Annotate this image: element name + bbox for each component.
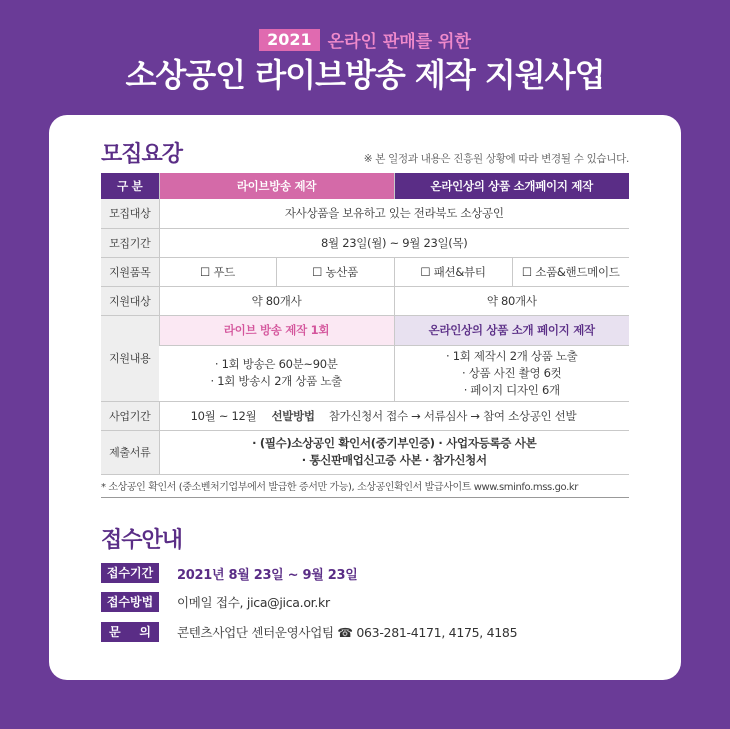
apply-title: 접수안내	[101, 528, 183, 553]
table-row	[101, 257, 629, 286]
notice-text: ※ 본 일정과 내용은 진흥원 상황에 따라 변경될 수 있습니다.	[363, 153, 629, 165]
content-line: · 상품 사진 촬영 6컷	[462, 365, 562, 380]
content-live-lines	[159, 345, 394, 401]
contact-tag-a: 문	[109, 625, 121, 639]
method-value: 참가신청서 접수 → 서류심사 → 참여 소상공인 선발	[328, 408, 577, 423]
docs-cell	[159, 430, 629, 474]
docs-line: · (필수)소상공인 확인서(중기부인증) · 사업자등록증 사본	[252, 436, 537, 450]
subtitle-row	[0, 27, 730, 52]
method-label: 선발방법	[271, 408, 315, 423]
content-card	[49, 115, 681, 680]
header-live: 라이브방송 제작	[159, 173, 394, 199]
row-label: 사업기간	[101, 401, 159, 430]
schedule-cell	[159, 401, 629, 430]
table-row	[101, 401, 629, 430]
contact-value: 콘텐츠사업단 센터운영사업팀 ☎ 063-281-4171, 4175, 4185	[177, 625, 518, 640]
contact-row	[101, 622, 517, 642]
header	[0, 0, 730, 115]
period-value: 8월 23일(월) ~ 9월 23일(목)	[159, 228, 629, 257]
content-sub-live: 라이브 방송 제작 1회	[159, 315, 394, 345]
row-label: 모집기간	[101, 228, 159, 257]
schedule-value: 10월 ~ 12월	[190, 408, 257, 423]
content-sub-page: 온라인상의 상품 소개 페이지 제작	[394, 315, 629, 345]
table-row	[101, 315, 629, 345]
content-line: · 페이지 디자인 6개	[463, 382, 560, 397]
page-title: 소상공인 라이브방송 제작 지원사업	[125, 56, 605, 94]
recruit-title: 모집요강	[101, 142, 183, 167]
period-tag: 접수기간	[101, 563, 159, 583]
content-page-lines	[394, 345, 629, 401]
table-row	[101, 286, 629, 315]
header-label: 구 분	[101, 173, 159, 199]
row-label: 지원대상	[101, 286, 159, 315]
contact-tag-b: 의	[139, 625, 151, 639]
apply-period-row	[101, 563, 357, 583]
item-food: ☐ 푸드	[159, 257, 276, 286]
apply-method: 이메일 접수, jica@jica.or.kr	[177, 595, 330, 610]
subtitle: 온라인 판매를 위한	[327, 32, 471, 52]
content-line: · 1회 방송시 2개 상품 노출	[210, 374, 342, 388]
contact-tag	[101, 622, 159, 642]
table-row	[101, 430, 629, 474]
apply-period: 2021년 8월 23일 ~ 9월 23일	[177, 567, 358, 583]
table-row	[101, 199, 629, 228]
footnote: * 소상공인 확인서 (중소벤처기업부에서 발급한 증서만 가능), 소상공인확인서 발급사이트 www.sminfo.mss.go.kr	[101, 482, 578, 493]
table-header-row	[101, 173, 629, 199]
row-label: 지원내용	[101, 315, 159, 401]
header-page: 온라인상의 상품 소개페이지 제작	[394, 173, 629, 199]
target-value: 자사상품을 보유하고 있는 전라북도 소상공인	[159, 199, 629, 228]
item-fashion: ☐ 패션&뷰티	[394, 257, 512, 286]
docs-line: · 통신판매업신고증 사본 · 참가신청서	[301, 453, 487, 467]
row-label: 모집대상	[101, 199, 159, 228]
apply-method-row	[101, 592, 330, 612]
recruit-table	[101, 173, 629, 475]
method-tag: 접수방법	[101, 592, 159, 612]
item-agri: ☐ 농산품	[276, 257, 394, 286]
item-goods: ☐ 소품&핸드메이드	[512, 257, 629, 286]
year-badge: 2021	[259, 29, 320, 51]
count-page: 약 80개사	[394, 286, 629, 315]
divider	[101, 497, 629, 498]
table-row	[101, 228, 629, 257]
row-label: 지원품목	[101, 257, 159, 286]
table-row	[101, 345, 629, 401]
content-line: · 1회 제작시 2개 상품 노출	[446, 348, 578, 363]
row-label: 제출서류	[101, 430, 159, 474]
count-live: 약 80개사	[159, 286, 394, 315]
content-line: · 1회 방송은 60분~90분	[214, 357, 338, 371]
